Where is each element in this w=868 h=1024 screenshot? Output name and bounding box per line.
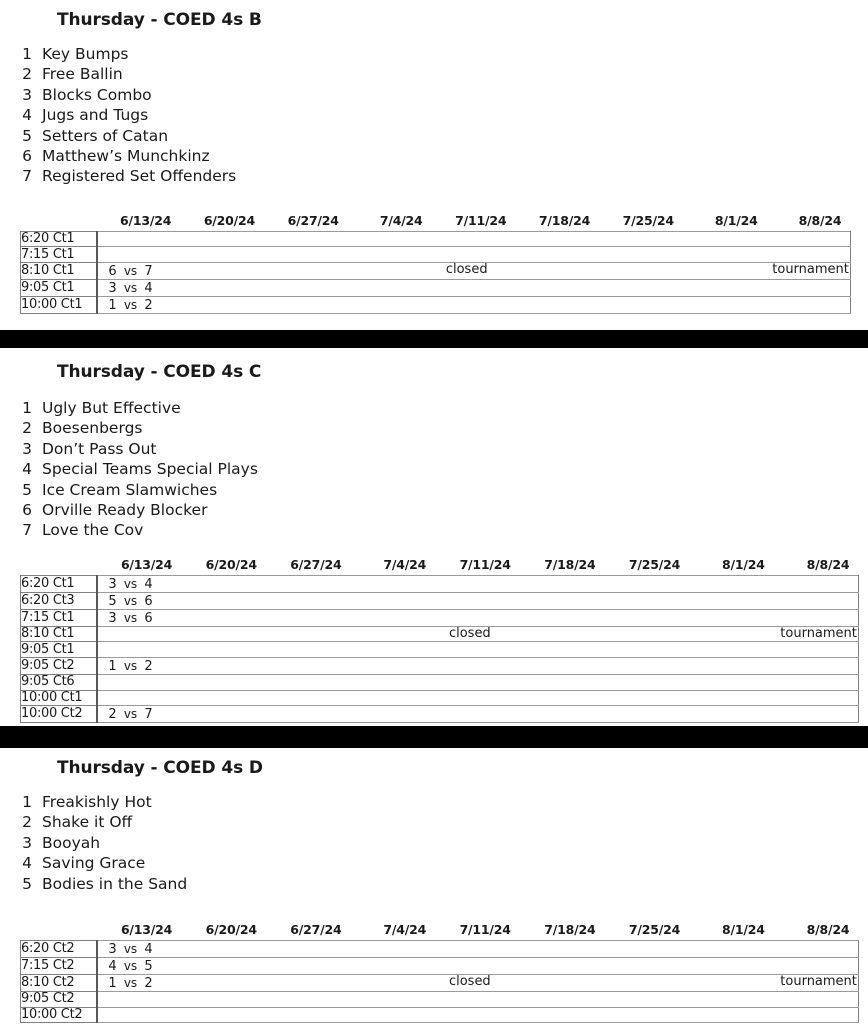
date-column-header: 6/20/24 (205, 922, 257, 938)
time-slot-label: 6:20 Ct3 (21, 592, 97, 609)
team-list-item (0, 126, 868, 146)
schedule-row-cells (97, 658, 859, 675)
time-slot-label: 10:00 Ct1 (21, 690, 97, 706)
date-column-header: 6/13/24 (120, 922, 173, 938)
schedule-row (21, 575, 859, 592)
matchup-home-team-number: 1 (108, 976, 117, 992)
matchup-home-team-number: 3 (108, 576, 117, 592)
date-column-header: 7/25/24 (628, 556, 681, 572)
team-list-item (0, 500, 868, 520)
matchup-away-team-number: 7 (144, 707, 153, 723)
team-list-item (0, 105, 868, 125)
schedule-row-cells (97, 280, 851, 297)
matchup-away-team-number: 4 (144, 942, 153, 958)
schedule-row-cells (97, 992, 859, 1008)
schedule-row-cells (97, 675, 859, 691)
time-slot-label: 10:00 Ct1 (21, 297, 97, 314)
tournament-note: tournament (780, 626, 857, 641)
team-number: 4 (22, 106, 32, 125)
time-slot-label: 9:05 Ct1 (21, 280, 97, 297)
team-list-b (0, 44, 868, 187)
schedule-row-cells (97, 626, 859, 642)
team-number: 7 (22, 167, 32, 186)
date-column-header: 7/18/24 (538, 212, 591, 228)
matchup (98, 959, 156, 974)
header-corner-cell (21, 211, 97, 232)
team-number: 1 (22, 399, 32, 417)
matchup-away-team-number: 6 (144, 610, 153, 626)
team-list-item (0, 418, 868, 438)
matchup (98, 577, 156, 592)
team-list-item (0, 874, 868, 894)
team-number: 5 (22, 126, 32, 145)
team-number: 7 (22, 521, 32, 540)
time-slot-label: 8:10 Ct1 (21, 263, 97, 280)
time-slot-label: 9:05 Ct2 (21, 658, 97, 675)
schedule-row (21, 975, 859, 992)
matchup-vs-label: vs (123, 942, 138, 957)
header-corner-cell (21, 920, 97, 941)
schedule-row-cells (97, 297, 851, 314)
matchup-away-team-number: 2 (144, 659, 153, 675)
section-title-d: Thursday - COED 4s D (57, 758, 263, 778)
team-list-item (0, 85, 868, 105)
team-name: Bodies in the Sand (42, 874, 188, 893)
team-name: Booyah (42, 833, 101, 852)
date-column-header: 6/27/24 (287, 212, 339, 228)
schedule-row-cells (97, 941, 859, 958)
team-list-d (0, 792, 868, 894)
matchup-vs-label: vs (123, 976, 138, 991)
team-number: 1 (22, 793, 32, 811)
schedule-table (20, 555, 859, 723)
team-name: Ice Cream Slamwiches (42, 480, 218, 499)
date-column-header: 8/8/24 (798, 212, 842, 228)
date-column-header: 6/27/24 (290, 922, 342, 938)
date-header-row (21, 920, 859, 941)
team-name: Don’t Pass Out (42, 439, 157, 458)
date-column-header: 8/8/24 (806, 922, 850, 938)
schedule-row (21, 263, 851, 280)
team-name: Setters of Catan (42, 126, 169, 145)
schedule-row (21, 609, 859, 626)
tournament-note: tournament (772, 262, 849, 278)
time-slot-label: 6:20 Ct2 (21, 941, 97, 958)
matchup-vs-label: vs (123, 264, 138, 279)
schedule-row-cells (97, 247, 851, 263)
team-list-item (0, 812, 868, 832)
team-name: Love the Cov (42, 521, 144, 540)
league-section-coed-4s-d (0, 748, 868, 1023)
schedule-row (21, 992, 859, 1008)
matchup-home-team-number: 5 (108, 593, 117, 609)
date-column-header: 8/1/24 (722, 922, 765, 938)
matchup (98, 707, 156, 722)
schedule-row (21, 280, 851, 297)
schedule-row (21, 690, 859, 706)
date-header-row (21, 555, 859, 576)
matchup-home-team-number: 4 (108, 959, 117, 975)
team-name: Key Bumps (42, 45, 129, 63)
time-slot-label: 7:15 Ct1 (21, 247, 97, 263)
time-slot-label: 6:20 Ct1 (21, 575, 97, 592)
schedule-row (21, 642, 859, 658)
matchup-home-team-number: 1 (108, 659, 117, 675)
matchup-vs-label: vs (123, 659, 138, 674)
team-list-item (0, 459, 868, 479)
date-column-header: 7/11/24 (459, 556, 511, 572)
team-number: 2 (22, 65, 32, 84)
team-name: Blocks Combo (42, 85, 152, 104)
team-name: Registered Set Offenders (42, 167, 237, 186)
schedule-table-wrap-b (0, 211, 868, 314)
matchup-vs-label: vs (123, 707, 138, 722)
section-divider (0, 726, 868, 748)
team-name: Matthew’s Munchkinz (42, 147, 210, 166)
team-name: Freakishly Hot (42, 793, 152, 811)
schedule-row (21, 297, 851, 314)
date-column-header: 7/4/24 (383, 556, 427, 572)
matchup (98, 298, 156, 313)
team-list-item (0, 480, 868, 500)
schedule-row (21, 247, 851, 263)
team-number: 3 (22, 85, 32, 104)
team-name: Free Ballin (42, 65, 123, 84)
schedule-table (20, 920, 859, 1023)
schedule-row-cells (97, 609, 859, 626)
closed-note: closed (448, 974, 491, 990)
closed-note: closed (448, 626, 491, 641)
schedule-table-wrap-c (0, 555, 868, 723)
matchup-vs-label: vs (123, 576, 138, 591)
team-name: Orville Ready Blocker (42, 501, 208, 520)
matchup-vs-label: vs (123, 281, 138, 296)
team-list-item (0, 833, 868, 853)
matchup (98, 659, 156, 674)
matchup (98, 976, 156, 991)
date-column-header: 8/1/24 (722, 556, 765, 572)
schedule-row (21, 958, 859, 975)
team-list-item (0, 398, 868, 418)
team-list-item (0, 64, 868, 84)
team-number: 5 (22, 874, 32, 893)
team-name: Saving Grace (42, 854, 146, 873)
team-number: 6 (22, 501, 32, 520)
date-column-header: 7/25/24 (628, 922, 681, 938)
matchup-vs-label: vs (123, 959, 138, 974)
time-slot-label: 7:15 Ct1 (21, 609, 97, 626)
team-list-item (0, 146, 868, 166)
date-column-header: 7/18/24 (544, 922, 596, 938)
team-number: 6 (22, 147, 32, 166)
schedule-row (21, 592, 859, 609)
schedule-row-cells (97, 706, 859, 723)
time-slot-label: 8:10 Ct1 (21, 626, 97, 642)
schedule-table-wrap-d (0, 920, 868, 1023)
matchup-home-team-number: 1 (108, 298, 117, 314)
matchup-vs-label: vs (123, 610, 138, 625)
time-slot-label: 9:05 Ct6 (21, 675, 97, 691)
date-column-header: 8/1/24 (714, 212, 758, 228)
date-column-header: 7/4/24 (383, 922, 427, 938)
team-number: 4 (22, 854, 32, 873)
schedule-row-cells (97, 975, 859, 992)
team-number: 4 (22, 460, 32, 479)
date-column-header: 6/20/24 (203, 212, 256, 228)
date-column-header: 6/20/24 (205, 556, 257, 572)
team-list-c (0, 398, 868, 541)
team-number: 3 (22, 833, 32, 852)
date-column-header: 6/13/24 (120, 212, 172, 228)
matchup-home-team-number: 3 (108, 281, 117, 297)
schedule-row (21, 231, 851, 247)
schedule-row-cells (97, 642, 859, 658)
team-list-item (0, 439, 868, 459)
team-number: 3 (22, 439, 32, 458)
matchup-away-team-number: 4 (144, 576, 153, 592)
team-name: Shake it Off (42, 813, 133, 832)
time-slot-label: 10:00 Ct2 (21, 706, 97, 723)
matchup-home-team-number: 2 (108, 707, 117, 723)
time-slot-label: 6:20 Ct1 (21, 231, 97, 247)
date-column-header: 8/8/24 (806, 556, 850, 572)
team-number: 2 (22, 419, 32, 438)
matchup (98, 594, 156, 609)
schedule-row-cells (97, 690, 859, 706)
schedule-table (20, 211, 851, 314)
team-name: Jugs and Tugs (42, 106, 149, 125)
team-number: 5 (22, 480, 32, 499)
schedule-row-cells (97, 592, 859, 609)
team-name: Boesenbergs (42, 419, 143, 438)
date-column-header: 6/27/24 (290, 556, 342, 572)
league-section-coed-4s-c (0, 348, 868, 723)
team-list-item (0, 853, 868, 873)
section-title-b: Thursday - COED 4s B (57, 10, 262, 30)
matchup-away-team-number: 2 (144, 976, 153, 992)
matchup (98, 942, 156, 957)
schedule-row (21, 706, 859, 723)
team-number: 2 (22, 813, 32, 832)
schedule-row (21, 626, 859, 642)
time-slot-label: 10:00 Ct2 (21, 1007, 97, 1023)
team-list-item (0, 520, 868, 540)
matchup (98, 281, 156, 296)
date-column-header: 7/11/24 (455, 212, 507, 228)
matchup-away-team-number: 4 (144, 281, 153, 297)
schedule-row (21, 941, 859, 958)
team-number: 1 (22, 45, 32, 63)
schedule-row-cells (97, 575, 859, 592)
matchup (98, 611, 156, 626)
tournament-note: tournament (780, 974, 857, 990)
section-divider (0, 330, 868, 348)
schedule-row (21, 1007, 859, 1023)
team-name: Ugly But Effective (42, 399, 181, 417)
schedule-row (21, 675, 859, 691)
team-list-item (0, 166, 868, 186)
schedule-row-cells (97, 263, 851, 280)
closed-note: closed (445, 262, 488, 278)
matchup-home-team-number: 6 (108, 264, 117, 280)
time-slot-label: 9:05 Ct1 (21, 642, 97, 658)
matchup-away-team-number: 6 (144, 593, 153, 609)
team-list-item (0, 792, 868, 812)
time-slot-label: 8:10 Ct2 (21, 975, 97, 992)
matchup-vs-label: vs (123, 593, 138, 608)
schedule-row-cells (97, 958, 859, 975)
schedule-row-cells (97, 1007, 859, 1023)
schedule-row (21, 658, 859, 675)
header-corner-cell (21, 555, 97, 576)
matchup-vs-label: vs (123, 298, 138, 313)
team-name: Special Teams Special Plays (42, 460, 258, 479)
section-title-c: Thursday - COED 4s C (57, 362, 262, 382)
date-column-header: 7/25/24 (622, 212, 674, 228)
date-column-header: 7/18/24 (544, 556, 596, 572)
matchup-home-team-number: 3 (108, 942, 117, 958)
date-column-header: 6/13/24 (120, 556, 173, 572)
date-header-row (21, 211, 851, 232)
league-section-coed-4s-b (0, 0, 868, 314)
date-column-header: 7/4/24 (379, 212, 423, 228)
date-column-header: 7/11/24 (459, 922, 511, 938)
time-slot-label: 9:05 Ct2 (21, 992, 97, 1008)
matchup-away-team-number: 5 (144, 959, 153, 975)
time-slot-label: 7:15 Ct2 (21, 958, 97, 975)
matchup-home-team-number: 3 (108, 610, 117, 626)
team-list-item (0, 44, 868, 64)
matchup-away-team-number: 7 (144, 264, 153, 280)
matchup (98, 264, 156, 279)
matchup-away-team-number: 2 (144, 298, 153, 314)
schedule-row-cells (97, 231, 851, 247)
